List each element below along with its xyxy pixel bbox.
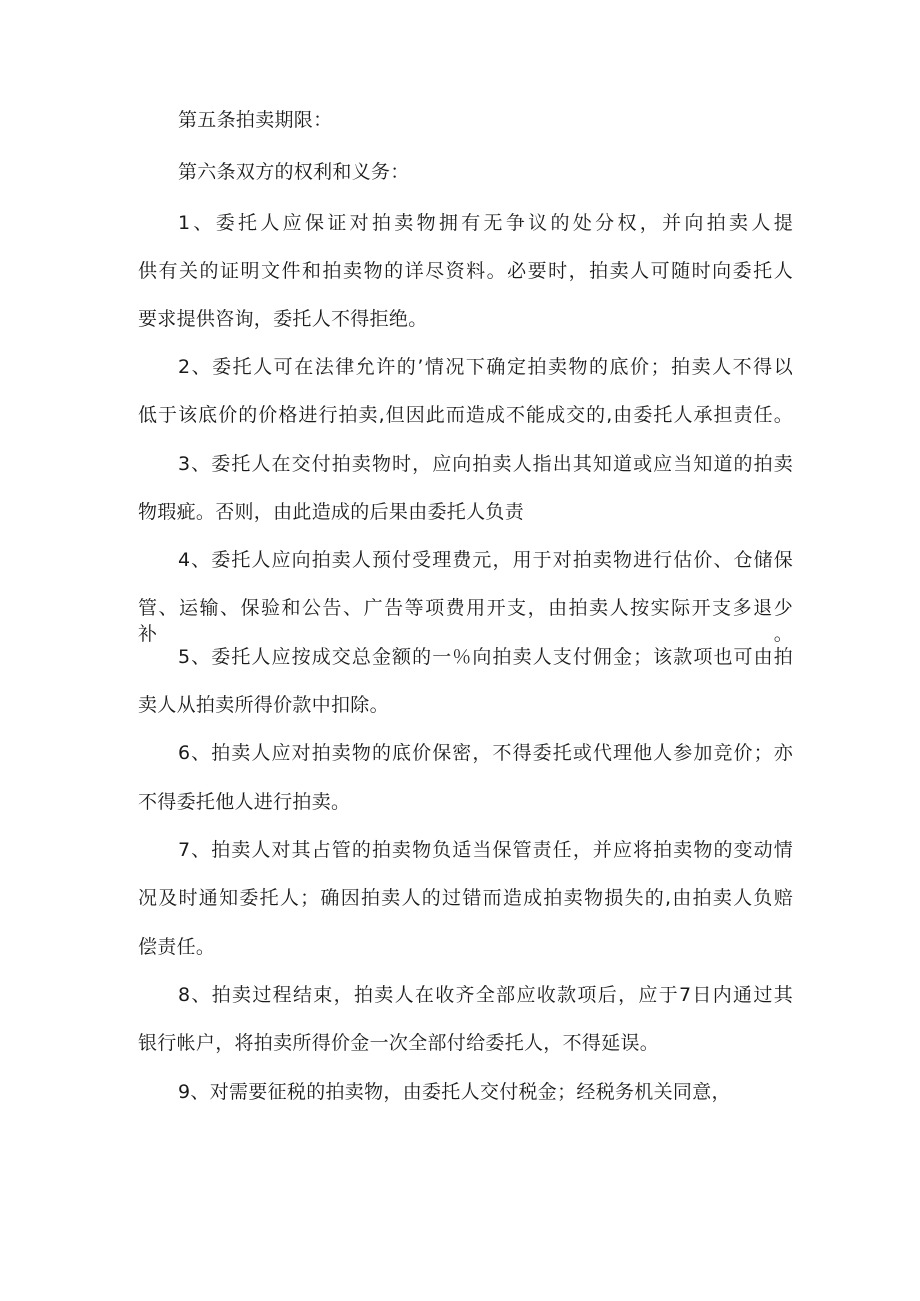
- clause-2-line-2: 低于该底价的价格进行拍卖,但因此而造成不能成交的,由委托人承担责任。: [138, 404, 793, 426]
- clause-1-line-3: 要求提供咨询，委托人不得拒绝。: [138, 308, 428, 330]
- clause-4-line-2: 管、运输、保验和公告、广告等项费用开支，由拍卖人按实际开支多退少补。: [138, 597, 793, 645]
- clause-5-line-2: 卖人从拍卖所得价款中扣除。: [138, 694, 389, 716]
- clause-6-line-1: 6、拍卖人应对拍卖物的底价保密，不得委托或代理他人参加竞价；亦: [178, 742, 793, 764]
- clause-5-line-1: 5、委托人应按成交总金额的一％向拍卖人支付佣金；该款项也可由拍: [178, 646, 793, 668]
- clause-7-line-2: 况及时通知委托人；确因拍卖人的过错而造成拍卖物损失的,由拍卖人负赔: [138, 887, 793, 909]
- clause-3-line-2: 物瑕疵。否则，由此造成的后果由委托人负责: [138, 501, 525, 523]
- clause-7-line-3: 偿责任。: [138, 936, 216, 958]
- clause-2-line-1: 2、委托人可在法律允许的’情况下确定拍卖物的底价；拍卖人不得以: [178, 356, 793, 378]
- clause-3-line-1: 3、委托人在交付拍卖物时，应向拍卖人指出其知道或应当知道的拍卖: [178, 453, 793, 475]
- clause-7-line-1: 7、拍卖人对其占管的拍卖物负适当保管责任，并应将拍卖物的变动情: [178, 839, 793, 861]
- clause-1-line-1: 1、委托人应保证对拍卖物拥有无争议的处分权，并向拍卖人提: [178, 212, 793, 234]
- clause-8-line-1: 8、拍卖过程结束，拍卖人在收齐全部应收款项后，应于7日内通过其: [178, 984, 793, 1006]
- clause-9-line-1: 9、对需要征税的拍卖物，由委托人交付税金；经税务机关同意，: [178, 1081, 731, 1103]
- clause-4-line-1: 4、委托人应向拍卖人预付受理费元，用于对拍卖物进行估价、仓储保: [178, 549, 793, 571]
- article-5-heading: 第五条拍卖期限：: [178, 109, 333, 131]
- article-6-heading: 第六条双方的权利和义务：: [178, 161, 410, 183]
- clause-8-line-2: 银行帐户，将拍卖所得价金一次全部付给委托人，不得延误。: [138, 1032, 660, 1054]
- clause-1-line-2: 供有关的证明文件和拍卖物的详尽资料。必要时，拍卖人可随时向委托人: [138, 260, 793, 282]
- clause-6-line-2: 不得委托他人进行拍卖。: [138, 791, 351, 813]
